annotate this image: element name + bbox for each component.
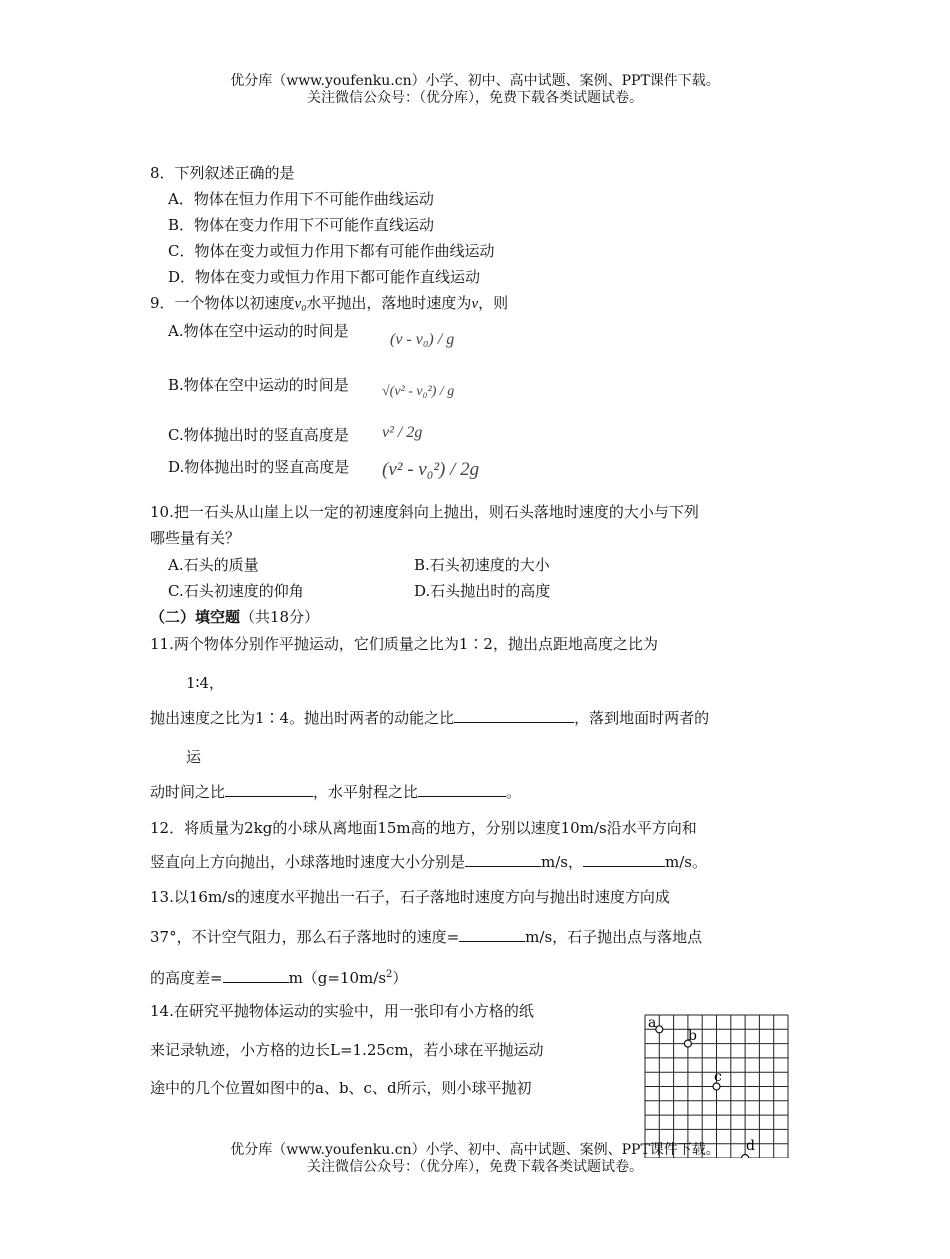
q11-range-ratio-blank[interactable] — [418, 782, 506, 797]
q13-line-3 — [150, 965, 407, 988]
q9-option-d: D.物体抛出时的竖直高度是 — [168, 458, 350, 476]
q11-line-3a: 抛出速度之比为1∶4。抛出时两者的动能之比 — [150, 709, 455, 727]
q12-speed-vertical-blank[interactable] — [583, 852, 665, 867]
section-2-heading — [150, 607, 319, 627]
q9-option-d-formula: (v² - v₀²) / 2g — [382, 459, 480, 480]
q9-option-b: B.物体在空中运动的时间是 — [168, 376, 349, 394]
grid-label-a: a — [648, 1015, 657, 1031]
q12-line-2 — [150, 852, 707, 872]
grid-point-a — [656, 1026, 663, 1033]
grid-label-b: b — [688, 1028, 697, 1044]
q11-time-ratio-blank[interactable] — [225, 782, 313, 797]
q14-line-3: 途中的几个位置如图中的a、b、c、d所示，则小球平抛初 — [150, 1079, 532, 1097]
q12-unit-2: m/s。 — [665, 853, 707, 871]
grid-label-d: d — [746, 1138, 755, 1154]
q13-line-1: 13.以16m/s的速度水平抛出一石子，石子落地时速度方向与抛出时速度方向成 — [150, 888, 670, 906]
q11-line-5a: 动时间之比 — [150, 783, 226, 801]
q9-stem-b: 水平抛出，落地时速度为 — [306, 294, 472, 312]
section-2-title: （二）填空题 — [150, 608, 241, 626]
q9-stem-a: 9．一个物体以初速度 — [150, 294, 295, 312]
q11-line-3b: ，落到地面时两者的 — [574, 709, 710, 727]
q8-option-d: D．物体在变力或恒力作用下都可能作直线运动 — [168, 268, 481, 286]
q12-line-1: 12．将质量为2kg的小球从离地面15m高的地方，分别以速度10m/s沿水平方向和 — [150, 819, 697, 837]
q10-option-d: D.石头抛出时的高度 — [414, 582, 551, 600]
q12-line-2a: 竖直向上方向抛出，小球落地时速度大小分别是 — [150, 853, 466, 871]
q13-line-2 — [150, 927, 702, 947]
q9-option-a-formula: (v - v₀) / g — [390, 331, 455, 348]
q11-line-1: 11.两个物体分别作平抛运动，它们质量之比为1∶2，抛出点距地高度之比为 — [150, 635, 658, 653]
q10-option-a: A.石头的质量 — [168, 556, 259, 574]
q9-option-a: A.物体在空中运动的时间是 — [168, 322, 349, 340]
q13-landing-speed-blank[interactable] — [459, 927, 525, 942]
q9-option-c-formula: v² / 2g — [382, 424, 423, 441]
q9-stem — [150, 293, 508, 314]
q11-line-2: 1∶4， — [186, 674, 224, 692]
q9-v: v — [471, 296, 479, 312]
q12-unit-1: m/s， — [541, 853, 583, 871]
q12-speed-horizontal-blank[interactable] — [465, 852, 541, 867]
q8-option-b: B．物体在变力作用下不可能作直线运动 — [168, 216, 435, 234]
q13-line-2b: m/s，石子抛出点与落地点 — [525, 928, 703, 946]
header-line-1: 优分库（www.youfenku.cn）小学、初中、高中试题、案例、PPT课件下载。 — [230, 73, 720, 89]
section-2-score: （共18分） — [240, 608, 320, 626]
q10-option-b: B.石头初速度的大小 — [414, 556, 550, 574]
q8-option-c: C．物体在变力或恒力作用下都有可能作曲线运动 — [168, 242, 495, 260]
q13-superscript: 2 — [386, 969, 393, 980]
q9-option-c: C.物体抛出时的竖直高度是 — [168, 426, 349, 444]
q9-v0: v₀ — [294, 296, 307, 312]
header-line-2: 关注微信公众号：（优分库），免费下载各类试题试卷。 — [307, 90, 643, 106]
q11-line-3 — [150, 708, 709, 728]
q8-stem: 8．下列叙述正确的是 — [150, 164, 295, 182]
q14-line-1: 14.在研究平抛物体运动的实验中，用一张印有小方格的纸 — [150, 1002, 534, 1020]
footer-line-1: 优分库（www.youfenku.cn）小学、初中、高中试题、案例、PPT课件下载。 — [230, 1142, 720, 1158]
q9-stem-c: ，则 — [478, 294, 509, 312]
q11-line-4: 运 — [186, 748, 202, 766]
q13-height-blank[interactable] — [223, 968, 289, 983]
q13-line-3c: ） — [392, 969, 408, 987]
grid-figure — [640, 1010, 790, 1158]
footer-line-2: 关注微信公众号：（优分库），免费下载各类试题试卷。 — [307, 1159, 643, 1175]
grid-label-c: c — [714, 1069, 722, 1085]
q10-stem-line-2: 哪些量有关？ — [150, 529, 241, 547]
q13-line-3b: m（g=10m/s — [288, 969, 387, 987]
q14-line-2: 来记录轨迹，小方格的边长L=1.25cm，若小球在平抛运动 — [150, 1041, 544, 1059]
q9-option-b-formula: √(v² - v₀²) / g — [382, 384, 455, 399]
q11-kinetic-energy-ratio-blank[interactable] — [454, 708, 574, 723]
q10-stem-line-1: 10.把一石头从山崖上以一定的初速度斜向上抛出，则石头落地时速度的大小与下列 — [150, 503, 699, 521]
q10-option-c: C.石头初速度的仰角 — [168, 582, 304, 600]
q8-option-a: A．物体在恒力作用下不可能作曲线运动 — [168, 190, 434, 208]
q13-line-2a: 37°，不计空气阻力，那么石子落地时的速度= — [150, 928, 460, 946]
q11-line-5b: ，水平射程之比 — [313, 783, 419, 801]
q13-line-3a: 的高度差= — [150, 969, 223, 987]
q11-line-5c: 。 — [506, 783, 522, 801]
q11-line-5 — [150, 782, 521, 802]
